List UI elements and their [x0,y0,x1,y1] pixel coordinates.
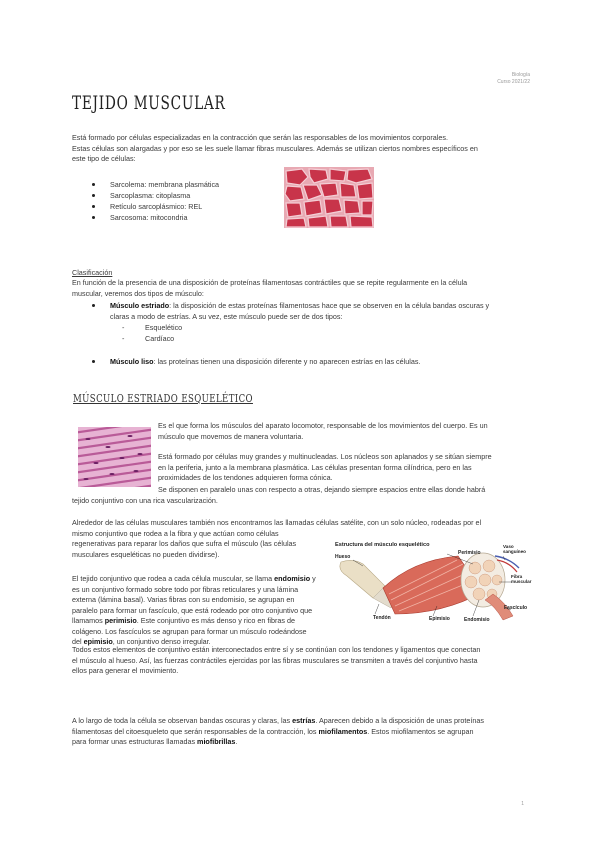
list-item: Sarcolema: membrana plasmática [110,179,219,190]
header-subject: Biología [511,72,530,78]
muscle-cross-section-image [284,167,374,228]
page-number: 1 [521,801,524,807]
estriado-paragraph-5 [72,574,347,648]
intro-paragraph [72,133,532,165]
intro-line: Está formado por células especializadas en la contracción que serán las responsables de los movimientos corporales. [72,133,448,142]
text-line: mismo conjuntivo que rodea a la fibra y que actúan como células [72,528,279,538]
text-line: tejido conjuntivo con una rica vascularización. [72,495,218,505]
text-line: en la periferia, junto a la membrana plasmática. Las células presentan forma cilíndrica, pero en las [158,462,472,472]
text-line: Todos estos elementos de conjuntivo están interconectados entre sí y se continúan con los tendones y ligamentos que conectan [72,645,481,654]
muscle-types-list-liso [110,356,550,367]
text-line: es un conjuntivo formado sobre todo por fibras reticulares y una lámina [72,584,299,594]
text-line: Es el que forma los músculos del aparato locomotor, responsable de los movimientos del cuerpo. Es un [158,421,488,430]
intro-line: Estas células son alargadas y por eso se les suele llamar fibras musculares. Además se utilizan ciertos nombres específicos en [72,143,478,153]
figure-label-perimisio: Perimisio [458,550,481,556]
text-line: Alrededor de las células musculares también nos encontramos las llamadas células satélite, con un solo núcleo, rodeadas por el [72,518,482,527]
section-heading-clasificacion: Clasificación [72,268,113,277]
text-line: para formar unas estructuras llamadas miofibrillas. [72,737,238,746]
text-line: llamamos perimisio. Este conjuntivo es más denso y rico en fibras de [72,616,295,625]
text-line: A lo largo de toda la célula se observan bandas oscuras y claras, las estrías. Aparecen debido a la disposición de unas proteínas [72,716,484,725]
estriado-paragraph-3 [72,485,532,506]
text-line: ellos para generar el movimiento. [72,666,179,675]
list-item: - Esquelético [122,323,183,332]
header-course: Curso 2021/22 [497,79,530,85]
text-line: el músculo al hueso. Así, las fuerzas contráctiles ejercidas por las fibras musculares se transmiten a través del conjuntivo hasta [72,655,478,665]
terms-list [110,179,219,223]
estriado-paragraph-6 [72,645,542,677]
text-line: externa (lámina basal). Varias fibras con su endomisio, se agrupan en [72,595,295,604]
figure-title: Estructura del músculo esquelético [335,542,430,548]
list-item: Sarcosoma: mitocondria [110,212,219,223]
text-line: claras a modo de estrías. A su vez, este músculo puede ser de dos tipos: [110,312,343,321]
figure-label-epimisio: Epimisio [429,616,450,622]
estriado-paragraph-1 [158,421,533,442]
text-line: del epimisio, un conjuntivo denso irregular. [72,637,211,646]
striated-muscle-image [78,427,151,487]
figure-label-hueso: Hueso [335,554,351,560]
text-line: El tejido conjuntivo que rodea a cada célula muscular, se llama endomisio y [72,574,316,583]
figure-label-vaso: Vaso sanguíneo [503,544,526,555]
clasificacion-paragraph [72,278,542,299]
text-line: proximidades de los tendones adquieren forma cónica. [158,473,333,482]
figure-label-tendon: Tendón [373,615,391,621]
muscle-structure-diagram [333,542,532,624]
section-heading-estriado: MÚSCULO ESTRIADO ESQUELÉTICO [73,392,253,405]
text-line: muscular, veremos dos tipos de músculo: [72,288,204,298]
list-item: Retículo sarcoplásmico: REL [110,201,219,212]
figure-label-fibra: Fibra muscular [511,574,532,585]
text-line: regenerativas para reparar los daños que sufra el músculo (las células [72,539,297,548]
text-line: musculares esqueléticas no pueden dividirse). [72,549,220,559]
text-line: colágeno. Los fascículos se agrupan para formar un músculo rodeándose [72,626,307,636]
list-item: Sarcoplasma: citoplasma [110,190,219,201]
figure-label-fasciculo: Fascículo [504,605,528,611]
figure-label-endomisio: Endomisio [464,617,490,623]
estriado-paragraph-2 [158,452,533,484]
text-line: En función de la presencia de una disposición de proteínas filamentosas contráctiles que se repite regularmente en la célula [72,278,468,287]
intro-line: este tipo de células: [72,154,136,163]
text-line: Está formado por células muy grandes y multinucleadas. Los núcleos son aplanados y se sitúan siempre [158,452,492,461]
page-title: TEJIDO MUSCULAR [72,92,226,114]
muscle-types-list [110,300,550,344]
text-line: paralelo para formar un fascículo, que está rodeado por otro conjuntivo que [72,605,313,615]
list-item: Músculo liso: las proteínas tienen una disposición diferente y no aparecen estrías en las células. [110,356,550,367]
list-item: Músculo estriado: la disposición de estas proteínas filamentosas hace que se observen en la célula bandas oscuras y [110,300,550,311]
text-line: músculo que movemos de manera voluntaria. [158,431,304,441]
text-line: Se disponen en paralelo unas con respecto a otras, dejando siempre espacios entre ellas donde habrá [158,485,486,494]
estriado-paragraph-7 [72,716,542,748]
text-line: filamentosas del citoesqueleto que serán responsables de la contracción, los miofilamentos. Estos miofilamentos se agrupan [72,726,474,736]
list-item: - Cardíaco [122,334,175,343]
